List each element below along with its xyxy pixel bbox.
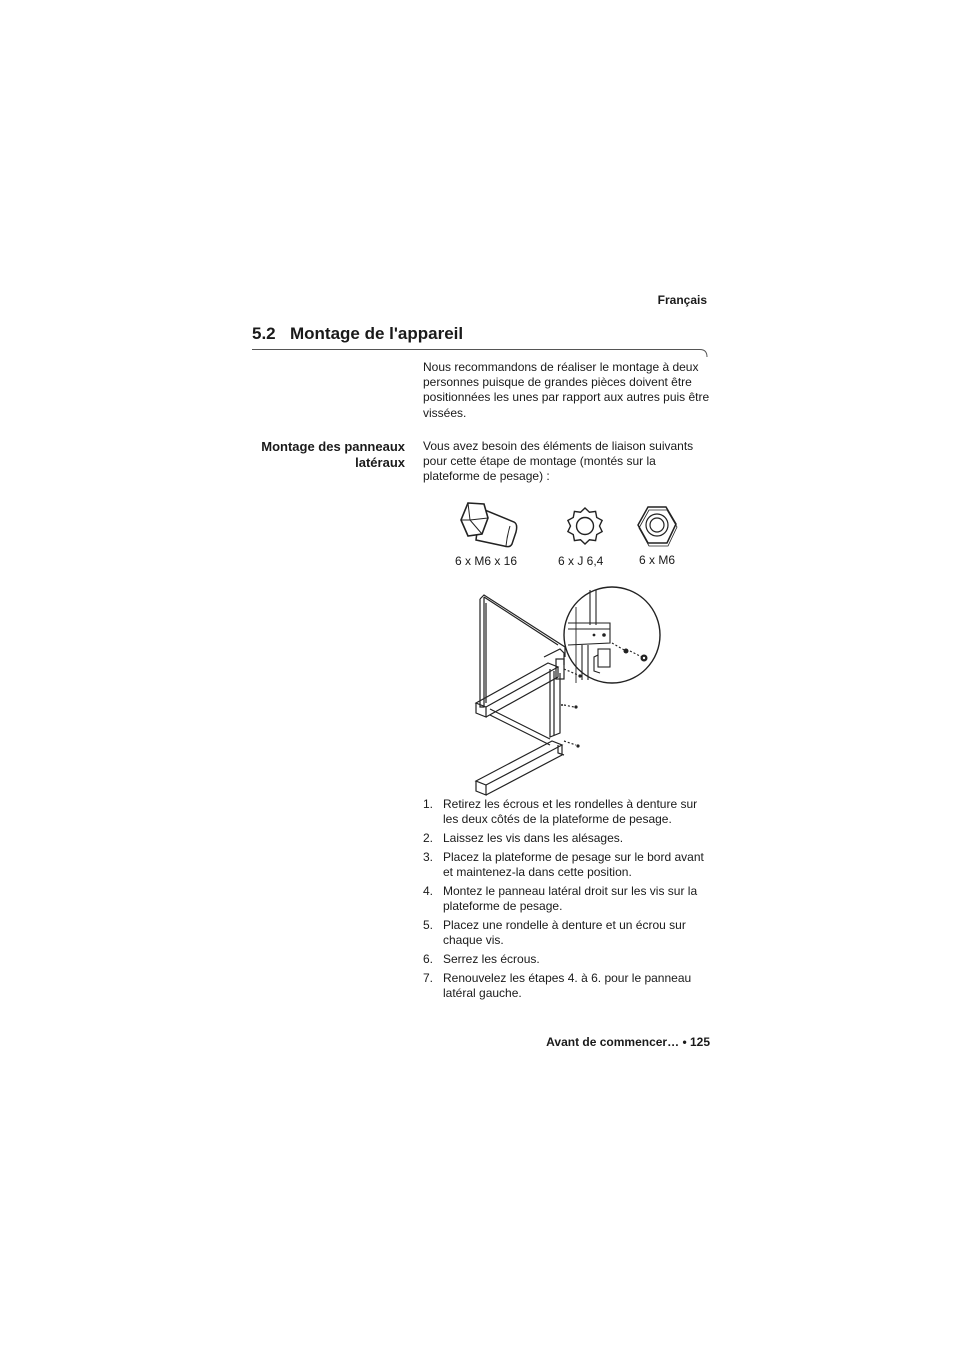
steps-list xyxy=(423,797,715,1005)
part-label-washer: 6 x J 6,4 xyxy=(558,554,604,568)
list-item: 6. Serrez les écrous. xyxy=(423,952,540,966)
list-item: 3. Placez la plateforme de pesage sur le bord avant et maintenez-la dans cette position. xyxy=(423,850,704,879)
list-item: 2. Laissez les vis dans les alésages. xyxy=(423,831,624,845)
section-heading xyxy=(252,324,463,344)
list-item: 1. Retirez les écrous et les rondelles à denture sur les deux côtés de la plateforme de pesage. xyxy=(423,797,698,826)
hex-bolt-icon xyxy=(458,500,520,552)
assembly-illustration xyxy=(470,585,670,795)
intro-paragraph: Nous recommandons de réaliser le montage à deux personnes puisque de grandes pièces doivent être positionnées les unes par rapport aux autres puis être vissées. xyxy=(423,360,710,420)
language-label: Français xyxy=(657,293,707,307)
list-item: 7. Renouvelez les étapes 4. à 6. pour le panneau latéral gauche. xyxy=(423,971,692,1000)
section-rule xyxy=(252,348,708,360)
page-footer: Avant de commencer… • 125 xyxy=(546,1035,710,1049)
subsection-heading: Montage des panneaux latéraux xyxy=(261,439,405,470)
list-item: 4. Montez le panneau latéral droit sur les vis sur la plateforme de pesage. xyxy=(423,884,698,913)
section-title: Montage de l'appareil xyxy=(290,324,464,343)
serrated-washer-icon xyxy=(565,506,605,546)
section-number: 5.2 xyxy=(252,324,276,343)
hex-nut-icon xyxy=(636,505,678,547)
part-label-nut: 6 x M6 xyxy=(639,553,676,567)
subsection-paragraph: Vous avez besoin des éléments de liaison suivants pour cette étape de montage (montés sur la plateforme de pesage) : xyxy=(423,439,694,484)
list-item: 5. Placez une rondelle à denture et un écrou sur chaque vis. xyxy=(423,918,686,947)
part-label-bolt: 6 x M6 x 16 xyxy=(455,554,518,568)
